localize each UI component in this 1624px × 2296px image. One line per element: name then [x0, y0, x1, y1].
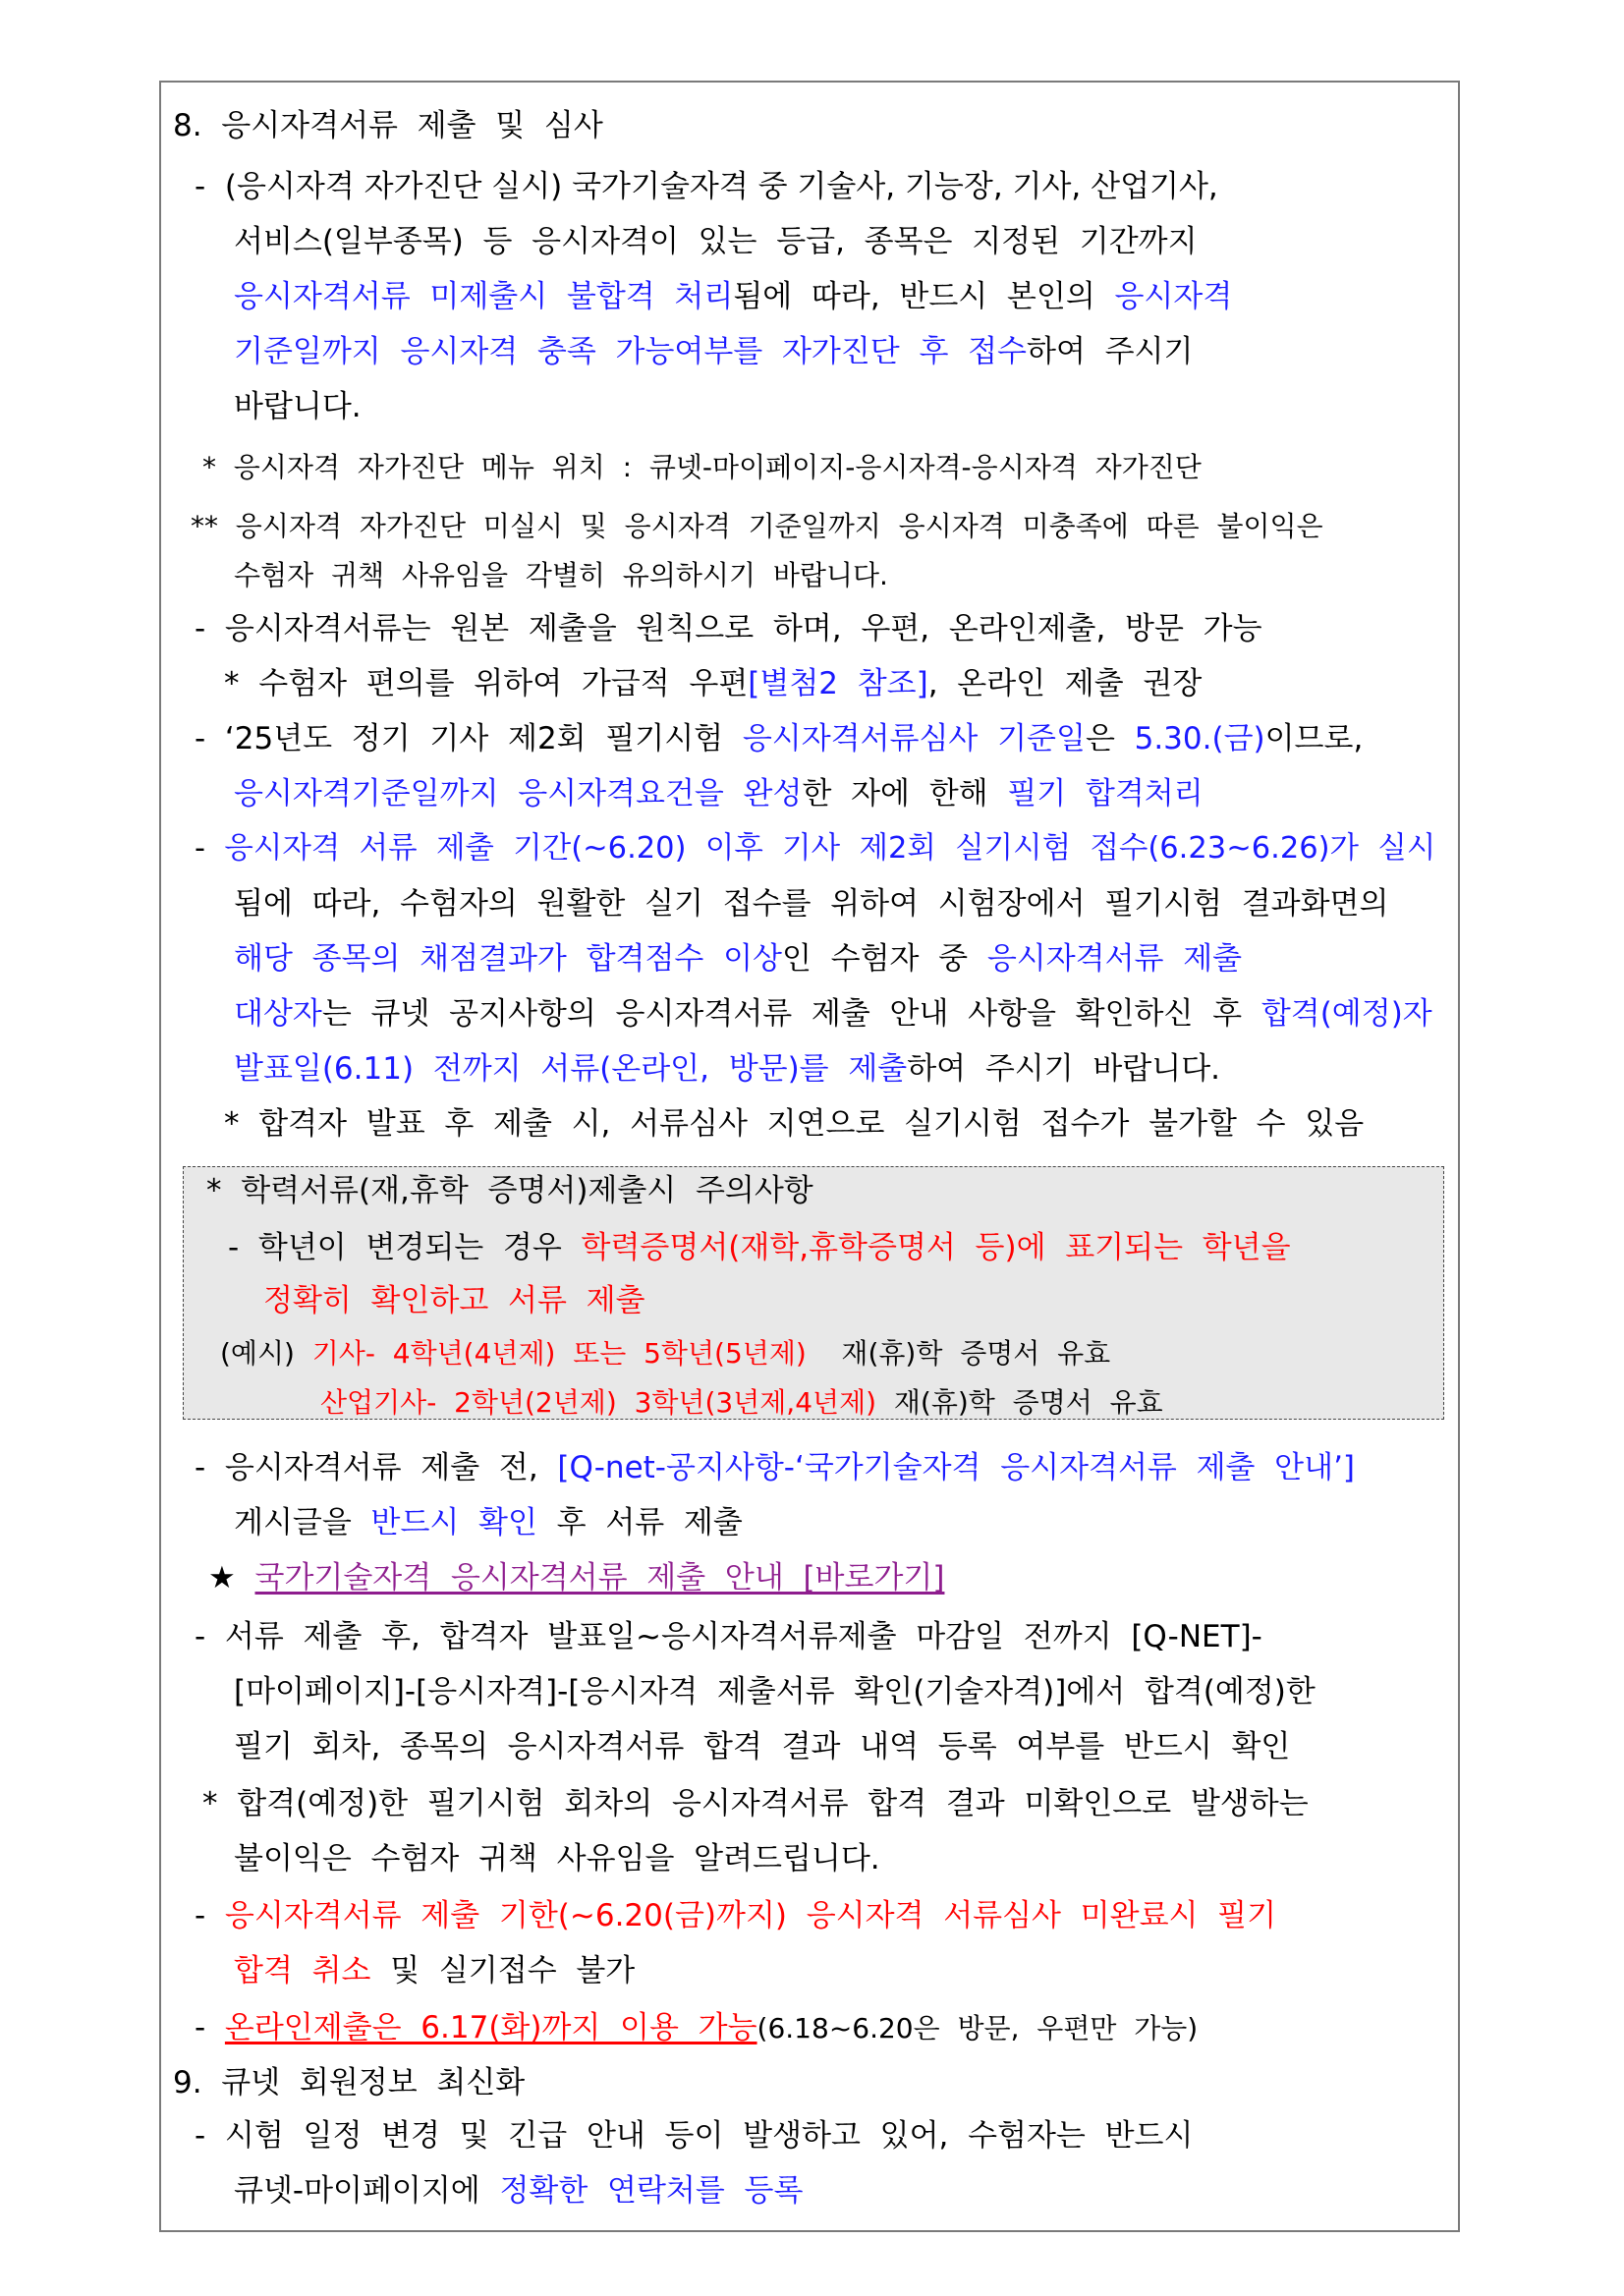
bullet-online-deadline: - 온라인제출은 6.17(화)까지 이용 가능(6.18~6.20은 방문, 우편만 가능) — [195, 2010, 1199, 2045]
example-industrial-engineer: 산업기사- 2학년(2년제) 3학년(3년제,4년제) 재(휴)학 증명서 유효 — [320, 1386, 1163, 1419]
bullet-verify-result: - 서류 제출 후, 합격자 발표일~응시자격서류제출 마감일 전까지 [Q-NET]- — [195, 1619, 1262, 1654]
notice-box-title: * 학력서류(재,휴학 증명서)제출시 주의사항 — [206, 1173, 813, 1208]
shortcut-row — [208, 1558, 1450, 1597]
section-9-title: 9. 큐넷 회원정보 최신화 — [173, 2065, 526, 2100]
section-8-title: 8. 응시자격서류 제출 및 심사 — [173, 108, 603, 143]
notice-shortcut-link[interactable]: 국가기술자격 응시자격서류 제출 안내 [바로가기] — [254, 1560, 945, 1596]
example-engineer: (예시) 기사- 4학년(4년제) 또는 5학년(5년제) 재(휴)학 증명서 유효 — [220, 1337, 1111, 1370]
note-disadvantage: ** 응시자격 자가진단 미실시 및 응시자격 기준일까지 응시자격 미충족에 따른 불이익은 — [191, 510, 1323, 542]
bullet-deadline-warning: - 응시자격서류 제출 기한(~6.20(금)까지) 응시자격 서류심사 미완료시 필기 — [195, 1898, 1277, 1933]
bullet-self-check: - (응시자격 자가진단 실시) 국가기술자격 중 기술사, 기능장, 기사, 산업기사, — [195, 169, 1218, 204]
bullet-check-notice: - 응시자격서류 제출 전, [Q-net-공지사항-‘국가기술자격 응시자격서류 제출 안내’] — [195, 1450, 1356, 1485]
bullet-reference-date: - ‘25년도 정기 기사 제2회 필기시험 응시자격서류심사 기준일은 5.30.(금)이므로, — [195, 721, 1364, 756]
star-icon: ★ — [208, 1560, 255, 1596]
bullet-update-contact: - 시험 일정 변경 및 긴급 안내 등이 발생하고 있어, 수험자는 반드시 — [195, 2118, 1194, 2154]
note-menu-location: * 응시자격 자가진단 메뉴 위치 : 큐넷-마이페이지-응시자격-응시자격 자가진단 — [202, 451, 1202, 483]
note-unverified-result: * 합격(예정)한 필기시험 회차의 응시자격서류 합격 결과 미확인으로 발생하는 — [202, 1786, 1309, 1821]
bullet-submission-period: - 응시자격 서류 제출 기간(~6.20) 이후 기사 제2회 실기시험 접수(6.23~6.26)가 실시 — [195, 831, 1436, 866]
bullet-original-documents: - 응시자격서류는 원본 제출을 원칙으로 하며, 우편, 온라인제출, 방문 가능 — [195, 611, 1262, 646]
